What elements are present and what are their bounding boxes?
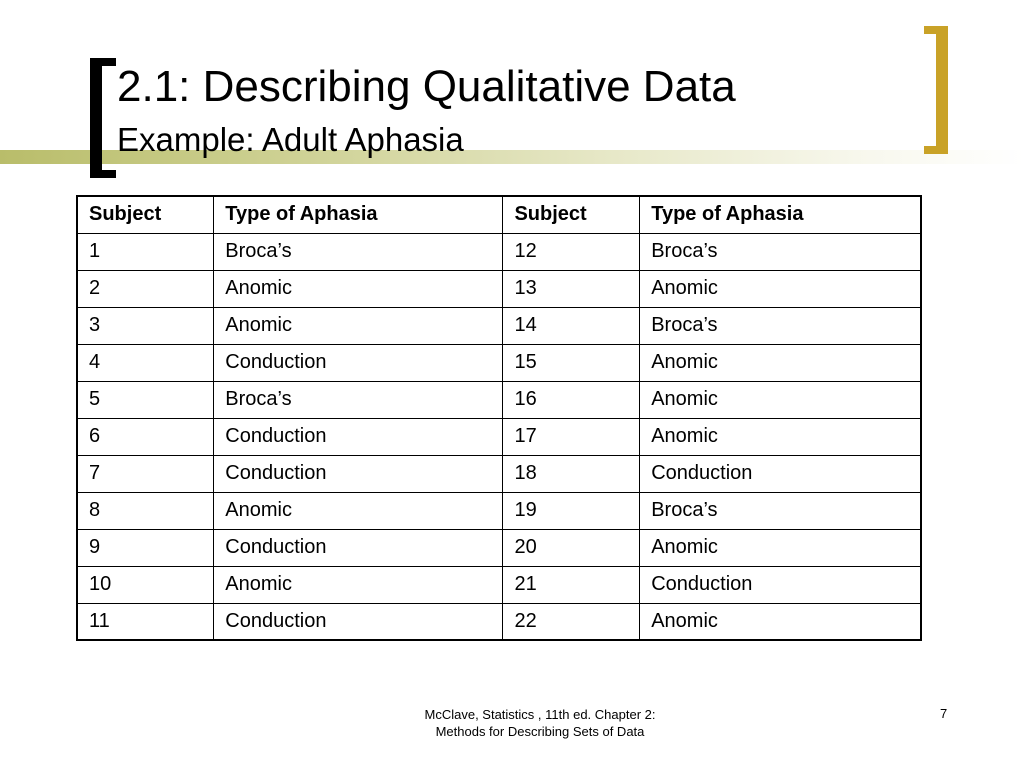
table-cell: Broca’s [640,307,921,344]
table-cell: Anomic [214,307,503,344]
table-cell: 20 [503,529,640,566]
table-row [77,344,921,381]
slide-subtitle: Example: Adult Aphasia [117,121,464,158]
table-cell: 13 [503,270,640,307]
table-body [77,233,921,640]
table-cell: Anomic [640,418,921,455]
table-cell: Broca’s [640,492,921,529]
table-cell: 11 [77,603,214,640]
table-cell: 6 [77,418,214,455]
table-row [77,418,921,455]
table-cell: 17 [503,418,640,455]
table-cell: 22 [503,603,640,640]
table-row [77,233,921,270]
table-row [77,307,921,344]
table-cell: 7 [77,455,214,492]
table-cell: Anomic [640,529,921,566]
table-cell: Anomic [640,344,921,381]
table-cell: 9 [77,529,214,566]
table-cell: 21 [503,566,640,603]
table-cell: 14 [503,307,640,344]
table-row [77,566,921,603]
table-cell: Anomic [640,381,921,418]
header-subject: Subject [503,196,640,233]
table-row [77,603,921,640]
table-cell: Conduction [640,455,921,492]
table-row [77,270,921,307]
table-cell: Anomic [214,270,503,307]
slide-title: 2.1: Describing Qualitative Data [117,62,736,111]
table-cell: 10 [77,566,214,603]
table-cell: 19 [503,492,640,529]
table-cell: Anomic [214,566,503,603]
table-cell: Anomic [640,603,921,640]
table-cell: Conduction [214,418,503,455]
left-bracket-decoration [90,58,116,178]
table-row [77,455,921,492]
table-cell: 15 [503,344,640,381]
footer-line-2: Methods for Describing Sets of Data [435,724,645,739]
footer-line-1: McClave, Statistics , 11th ed. Chapter 2: [424,707,656,722]
table-cell: 16 [503,381,640,418]
table-row [77,529,921,566]
table-cell: Broca’s [214,233,503,270]
table-cell: Conduction [214,455,503,492]
right-bracket-decoration [924,26,948,154]
table-cell: Anomic [640,270,921,307]
header-type-of-aphasia: Type of Aphasia [640,196,921,233]
table-cell: Conduction [214,603,503,640]
page-number: 7 [940,706,948,721]
table-row [77,492,921,529]
table-cell: Anomic [214,492,503,529]
table-cell: Conduction [640,566,921,603]
table-cell: Conduction [214,344,503,381]
table-cell: 2 [77,270,214,307]
table-cell: 18 [503,455,640,492]
table-cell: 12 [503,233,640,270]
table-header-row [77,196,921,233]
table-cell: 1 [77,233,214,270]
table-cell: 5 [77,381,214,418]
aphasia-table [76,195,922,641]
table-cell: 4 [77,344,214,381]
table-cell: Conduction [214,529,503,566]
table-cell: Broca’s [640,233,921,270]
slide-footer [390,706,690,740]
table-row [77,381,921,418]
header-subject: Subject [77,196,214,233]
header-type-of-aphasia: Type of Aphasia [214,196,503,233]
table-cell: Broca’s [214,381,503,418]
table-cell: 3 [77,307,214,344]
table-cell: 8 [77,492,214,529]
